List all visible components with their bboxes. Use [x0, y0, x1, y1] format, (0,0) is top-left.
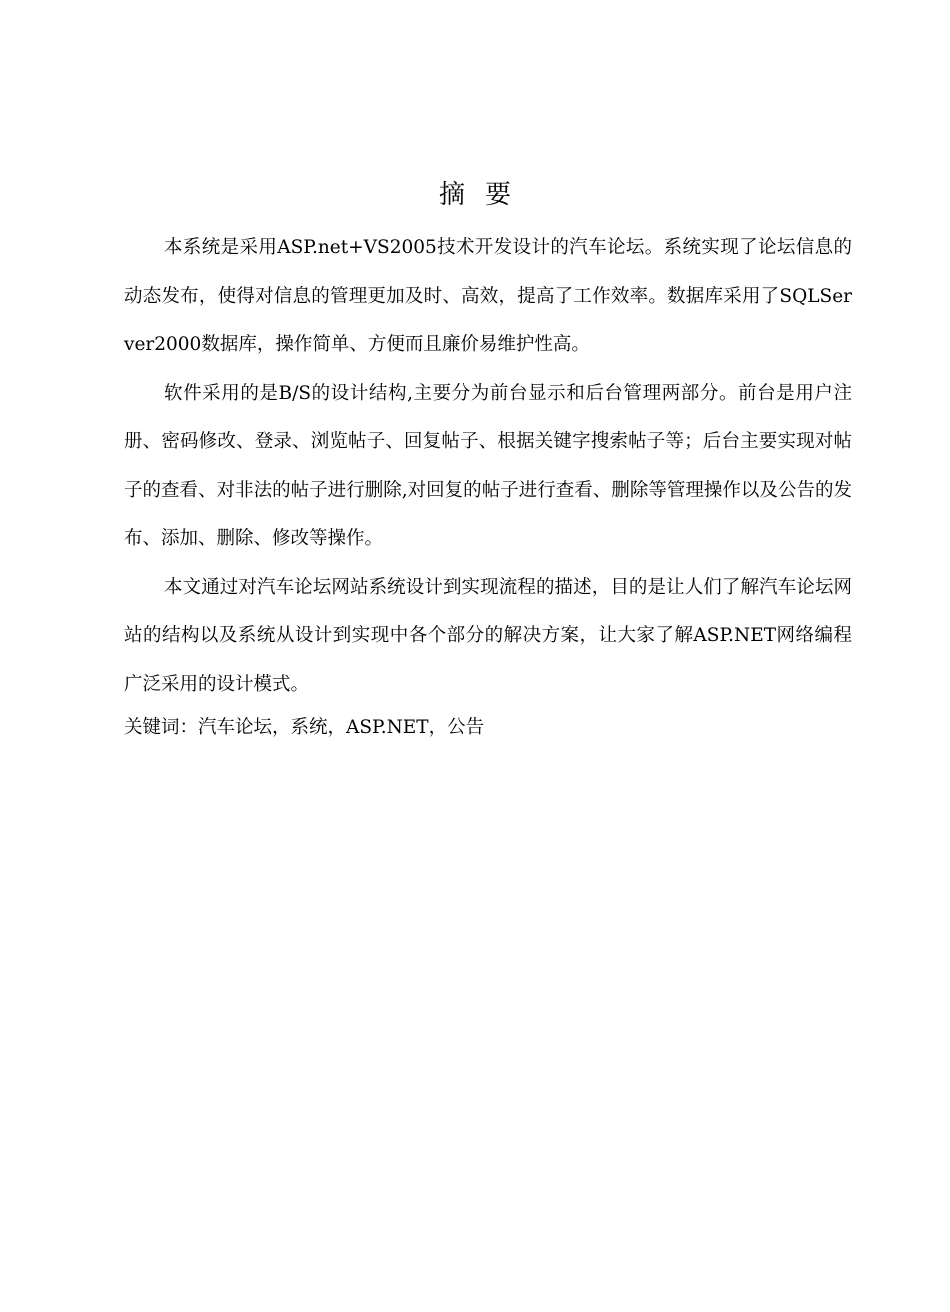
abstract-body: [124, 224, 852, 747]
abstract-paragraph-3: 本文通过对汽车论坛网站系统设计到实现流程的描述，目的是让人们了解汽车论坛网站的结构以及系统从设计到实现中各个部分的解决方案，让大家了解ASP.NET网络编程广泛采用的设计模式。: [124, 576, 852, 695]
abstract-paragraph-1: 本系统是采用ASP.net+VS2005技术开发设计的汽车论坛。系统实现了论坛信息的动态发布，使得对信息的管理更加及时、高效，提高了工作效率。数据库采用了SQLServer2000数据库，操作简单、方便而且廉价易维护性高。: [124, 237, 852, 355]
abstract-title: 摘要: [438, 180, 531, 210]
abstract-keywords: 关键词：汽车论坛，系统，ASP.NET，公告: [124, 717, 485, 738]
abstract-paragraph-2: 软件采用的是B/S的设计结构,主要分为前台显示和后台管理两部分。前台是用户注册、密码修改、登录、浏览帖子、回复帖子、根据关键字搜索帖子等；后台主要实现对帖子的查看、对非法的帖子进行删除,对回复的帖子进行查看、删除等管理操作以及公告的发布、添加、删除、修改等操作。: [124, 382, 852, 549]
